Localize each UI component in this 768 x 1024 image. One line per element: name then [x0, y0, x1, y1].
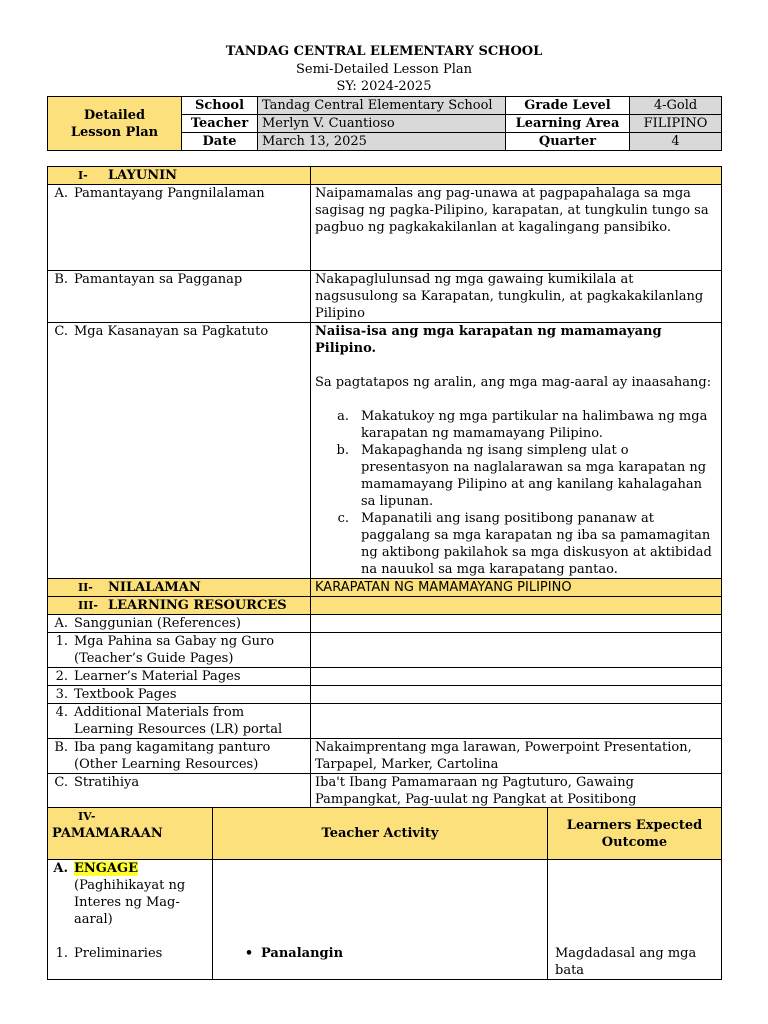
learning-area-label: Learning Area	[506, 115, 630, 133]
row-label: Stratihiya	[74, 775, 140, 790]
table-row: 4. Additional Materials from Learning Resources (LR) portal	[48, 704, 722, 739]
procedure-table	[47, 807, 722, 980]
list-item: c. Mapanatili ang isang positibong pananaw at paggalang sa mga karapatan ng iba sa pamamagitan ng aktibong pakilahok sa mga diskusyon at aktibidad na nauukol sa mga karapatang pantao.	[337, 511, 712, 577]
row-label: Additional Materials from Learning Resources (LR) portal	[74, 705, 283, 737]
table-row: C. Mga Kasanayan sa Pagkatuto Naiisa-isa ang mga karapatan ng mamamayang Pilipino. Sa pagtatapos ng aralin, ang mga mag-aaral ay inaasahang: a. Makatukoy ng mga partikular na halimbawa ng mga karapatan ng mamamayang Pilipino. b. Makapaghanda ng isang simpleng ulat o presentasyon na naglalarawan sa mga karapatan ng mamamayang Pilipino at ang kanilang kahalagahan sa lipunan. c. Mapanatili ang isang positibong pananaw at paggalang sa mga karapatan ng iba sa pamamagitan ng aktibong pakilahok sa mga diskusyon at aktibidad na nauukol sa mga karapatang pantao.	[48, 323, 722, 579]
teacher-activity-item: Panalangin	[261, 946, 344, 961]
objectives-list	[315, 408, 717, 578]
table-row: 2. Learner’s Material Pages	[48, 668, 722, 686]
learning-area-value: FILIPINO	[630, 115, 722, 133]
grade-level-label: Grade Level	[506, 97, 630, 115]
lesson-plan-title: Detailed Lesson Plan	[48, 97, 182, 151]
teacher-activity-header: Teacher Activity	[213, 808, 548, 860]
school-label: School	[182, 97, 258, 115]
table-row: 3. Textbook Pages	[48, 686, 722, 704]
date-label: Date	[182, 133, 258, 151]
competency-intro: Sa pagtatapos ng aralin, ang mga mag-aaral ay inaasahang:	[315, 375, 712, 390]
procedure-header-row: IV-PAMAMARAAN Teacher Activity Learners Expected Outcome	[48, 808, 722, 860]
table-row: A. Pamantayang Pangnilalaman Naipamamalas ang pag-unawa at pagpapahalaga sa mga sagisag ng pagka-Pilipino, karapatan, at tungkulin tungo sa pagbuo ng pagkakakilanlan at kagalingang pansibiko.	[48, 185, 722, 271]
bullet-icon: •	[244, 946, 254, 961]
row-label: Learner’s Material Pages	[74, 669, 241, 684]
list-item: b. Makapaghanda ng isang simpleng ulat o presentasyon na naglalarawan sa mga karapatan ng mamamayang Pilipino at ang kanilang kahalagahan sa lipunan.	[336, 443, 707, 509]
engage-subtitle: (Paghihikayat ng Interes ng Mag-aaral)	[74, 878, 186, 927]
table-row: A. ENGAGE (Paghihikayat ng Interes ng Mag-aaral) 1. Preliminaries • Panalangin Magdadasal ang mga bata	[48, 860, 722, 980]
section-title: NILALAMAN	[108, 580, 201, 595]
section-title: LAYUNIN	[108, 168, 178, 183]
engage-title: ENGAGE	[74, 861, 138, 876]
section-title: LEARNING RESOURCES	[108, 598, 287, 613]
table-row: 1. Mga Pahina sa Gabay ng Guro (Teacher’s Guide Pages)	[48, 633, 722, 668]
topic-value: KARAPATAN NG MAMAMAYANG PILIPINO	[311, 579, 722, 597]
section-title: PAMAMARAAN	[52, 826, 163, 841]
school-name: TANDAG CENTRAL ELEMENTARY SCHOOL	[225, 44, 543, 59]
row-label: Pamantayan sa Pagganap	[74, 272, 243, 287]
row-label: Textbook Pages	[74, 687, 177, 702]
lesson-content-table	[47, 166, 722, 826]
row-label: Pamantayang Pangnilalaman	[74, 186, 265, 201]
date-value: March 13, 2025	[258, 133, 506, 151]
row-value: Nakaimprentang mga larawan, Powerpoint Presentation, Tarpapel, Marker, Cartolina	[311, 739, 722, 774]
section-layunin: I- LAYUNIN	[48, 167, 722, 185]
row-label: Mga Pahina sa Gabay ng Guro (Teacher’s Guide Pages)	[74, 634, 275, 666]
document-subtitle: Semi-Detailed Lesson Plan	[295, 62, 473, 77]
lesson-info-table	[47, 96, 722, 151]
section-learning-resources: III- LEARNING RESOURCES	[48, 597, 722, 615]
learner-outcome-item: Magdadasal ang mga bata	[555, 946, 697, 978]
teacher-value: Merlyn V. Cuantioso	[258, 115, 506, 133]
row-label: Iba pang kagamitang panturo (Other Learning Resources)	[74, 740, 271, 772]
row-label: Mga Kasanayan sa Pagkatuto	[74, 324, 269, 339]
learner-outcome-header: Learners Expected Outcome	[548, 808, 722, 860]
competency-heading: Naiisa-isa ang mga karapatan ng mamamayang Pilipino.	[315, 324, 662, 356]
table-row: C. Stratihiya Iba't Ibang Pamamaraan ng Pagtuturo, Gawaing Pampangkat, Pag-uulat ng Pangkat at Positibong Pagkakaugnay-ugnay	[48, 774, 722, 826]
row-value: Nakapaglulunsad ng mga gawaing kumikilala at nagsusulong sa Karapatan, tungkulin, at pagkakakilanlang Pilipino	[311, 271, 722, 323]
table-row: B. Iba pang kagamitang panturo (Other Learning Resources) Nakaimprentang mga larawan, Powerpoint Presentation, Tarpapel, Marker, Cartolina	[48, 739, 722, 774]
row-value: Naipamamalas ang pag-unawa at pagpapahalaga sa mga sagisag ng pagka-Pilipino, karapatan, at tungkulin tungo sa pagbuo ng pagkakakilanlan at kagalingang pansibiko.	[311, 185, 722, 271]
list-item: a. Makatukoy ng mga partikular na halimbawa ng mga karapatan ng mamamayang Pilipino.	[337, 409, 708, 441]
grade-level-value: 4-Gold	[630, 97, 722, 115]
school-value: Tandag Central Elementary School	[258, 97, 506, 115]
quarter-value: 4	[630, 133, 722, 151]
teacher-label: Teacher	[182, 115, 258, 133]
preliminaries-label: Preliminaries	[74, 946, 163, 961]
table-row: A. Sanggunian (References)	[48, 615, 722, 633]
quarter-label: Quarter	[506, 133, 630, 151]
table-row: B. Pamantayan sa Pagganap Nakapaglulunsad ng mga gawaing kumikilala at nagsusulong sa Karapatan, tungkulin, at pagkakakilanlang Pilipino	[48, 271, 722, 323]
row-value: Iba't Ibang Pamamaraan ng Pagtuturo, Gawaing Pampangkat, Pag-uulat ng Pangkat at Positibong Pagkakaugnay-ugnay	[311, 774, 722, 826]
school-year: SY: 2024-2025	[336, 79, 432, 94]
row-label: Sanggunian (References)	[74, 616, 241, 631]
section-nilalaman: II- NILALAMAN KARAPATAN NG MAMAMAYANG PILIPINO	[48, 579, 722, 597]
